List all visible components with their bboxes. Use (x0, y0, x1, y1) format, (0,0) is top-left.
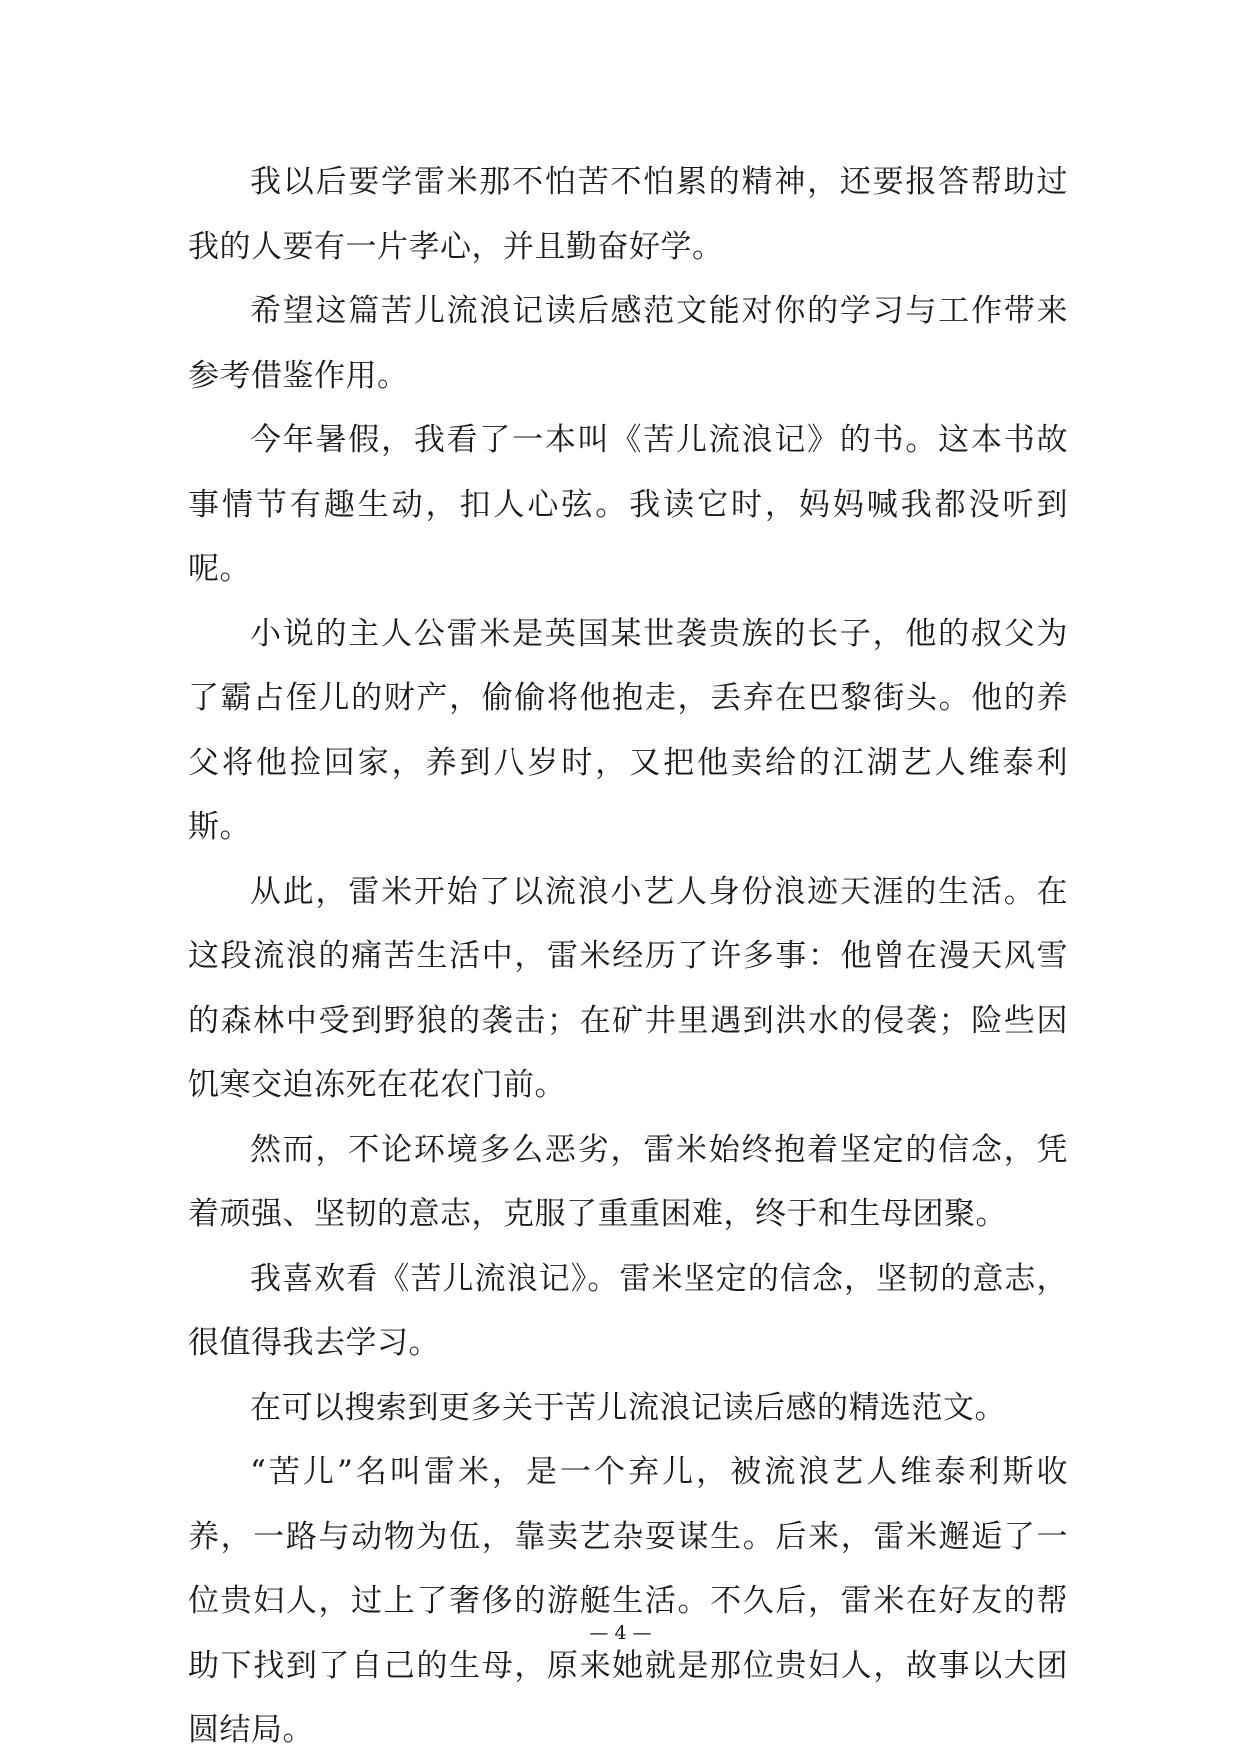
paragraph: 在可以搜索到更多关于苦儿流浪记读后感的精选范文。 (250, 1389, 1006, 1426)
paragraph: 小说的主人公雷米是英国某世袭贵族的长子，他的叔父为了霸占侄儿的财产，偷偷将他抱走，丢弃在巴黎街头。他的养父将他捡回家，养到八岁时，又把他卖给的江湖艺人维泰利斯。 (188, 615, 1068, 845)
paragraph: “苦儿”名叫雷米，是一个弃儿，被流浪艺人维泰利斯收养，一路与动物为伍，靠卖艺杂耍谋生。后来，雷米邂逅了一位贵妇人，过上了奢侈的游艇生活。不久后，雷米在好友的帮助下找到了自己的生母，原来她就是那位贵妇人，故事以大团圆结局。 (188, 1454, 1068, 1748)
document-body (188, 150, 1068, 1763)
paragraph: 然而，不论环境多么恶劣，雷米始终抱着坚定的信念，凭着顽强、坚韧的意志，克服了重重困难，终于和生母团聚。 (188, 1131, 1068, 1232)
paragraph: 我以后要学雷米那不怕苦不怕累的精神，还要报答帮助过我的人要有一片孝心，并且勤奋好学。 (188, 164, 1068, 265)
paragraph: 从此，雷米开始了以流浪小艺人身份浪迹天涯的生活。在这段流浪的痛苦生活中，雷米经历了许多事：他曾在漫天风雪的森林中受到野狼的袭击；在矿井里遇到洪水的侵袭；险些因饥寒交迫冻死在花农门前。 (188, 873, 1068, 1103)
page-number: — 4 — (589, 1622, 652, 1644)
paragraph: 希望这篇苦儿流浪记读后感范文能对你的学习与工作带来参考借鉴作用。 (188, 293, 1068, 394)
paragraph: 我喜欢看《苦儿流浪记》。雷米坚定的信念，坚韧的意志，很值得我去学习。 (188, 1260, 1068, 1361)
paragraph: 今年暑假，我看了一本叫《苦儿流浪记》的书。这本书故事情节有趣生动，扣人心弦。我读它时，妈妈喊我都没听到呢。 (188, 422, 1068, 587)
